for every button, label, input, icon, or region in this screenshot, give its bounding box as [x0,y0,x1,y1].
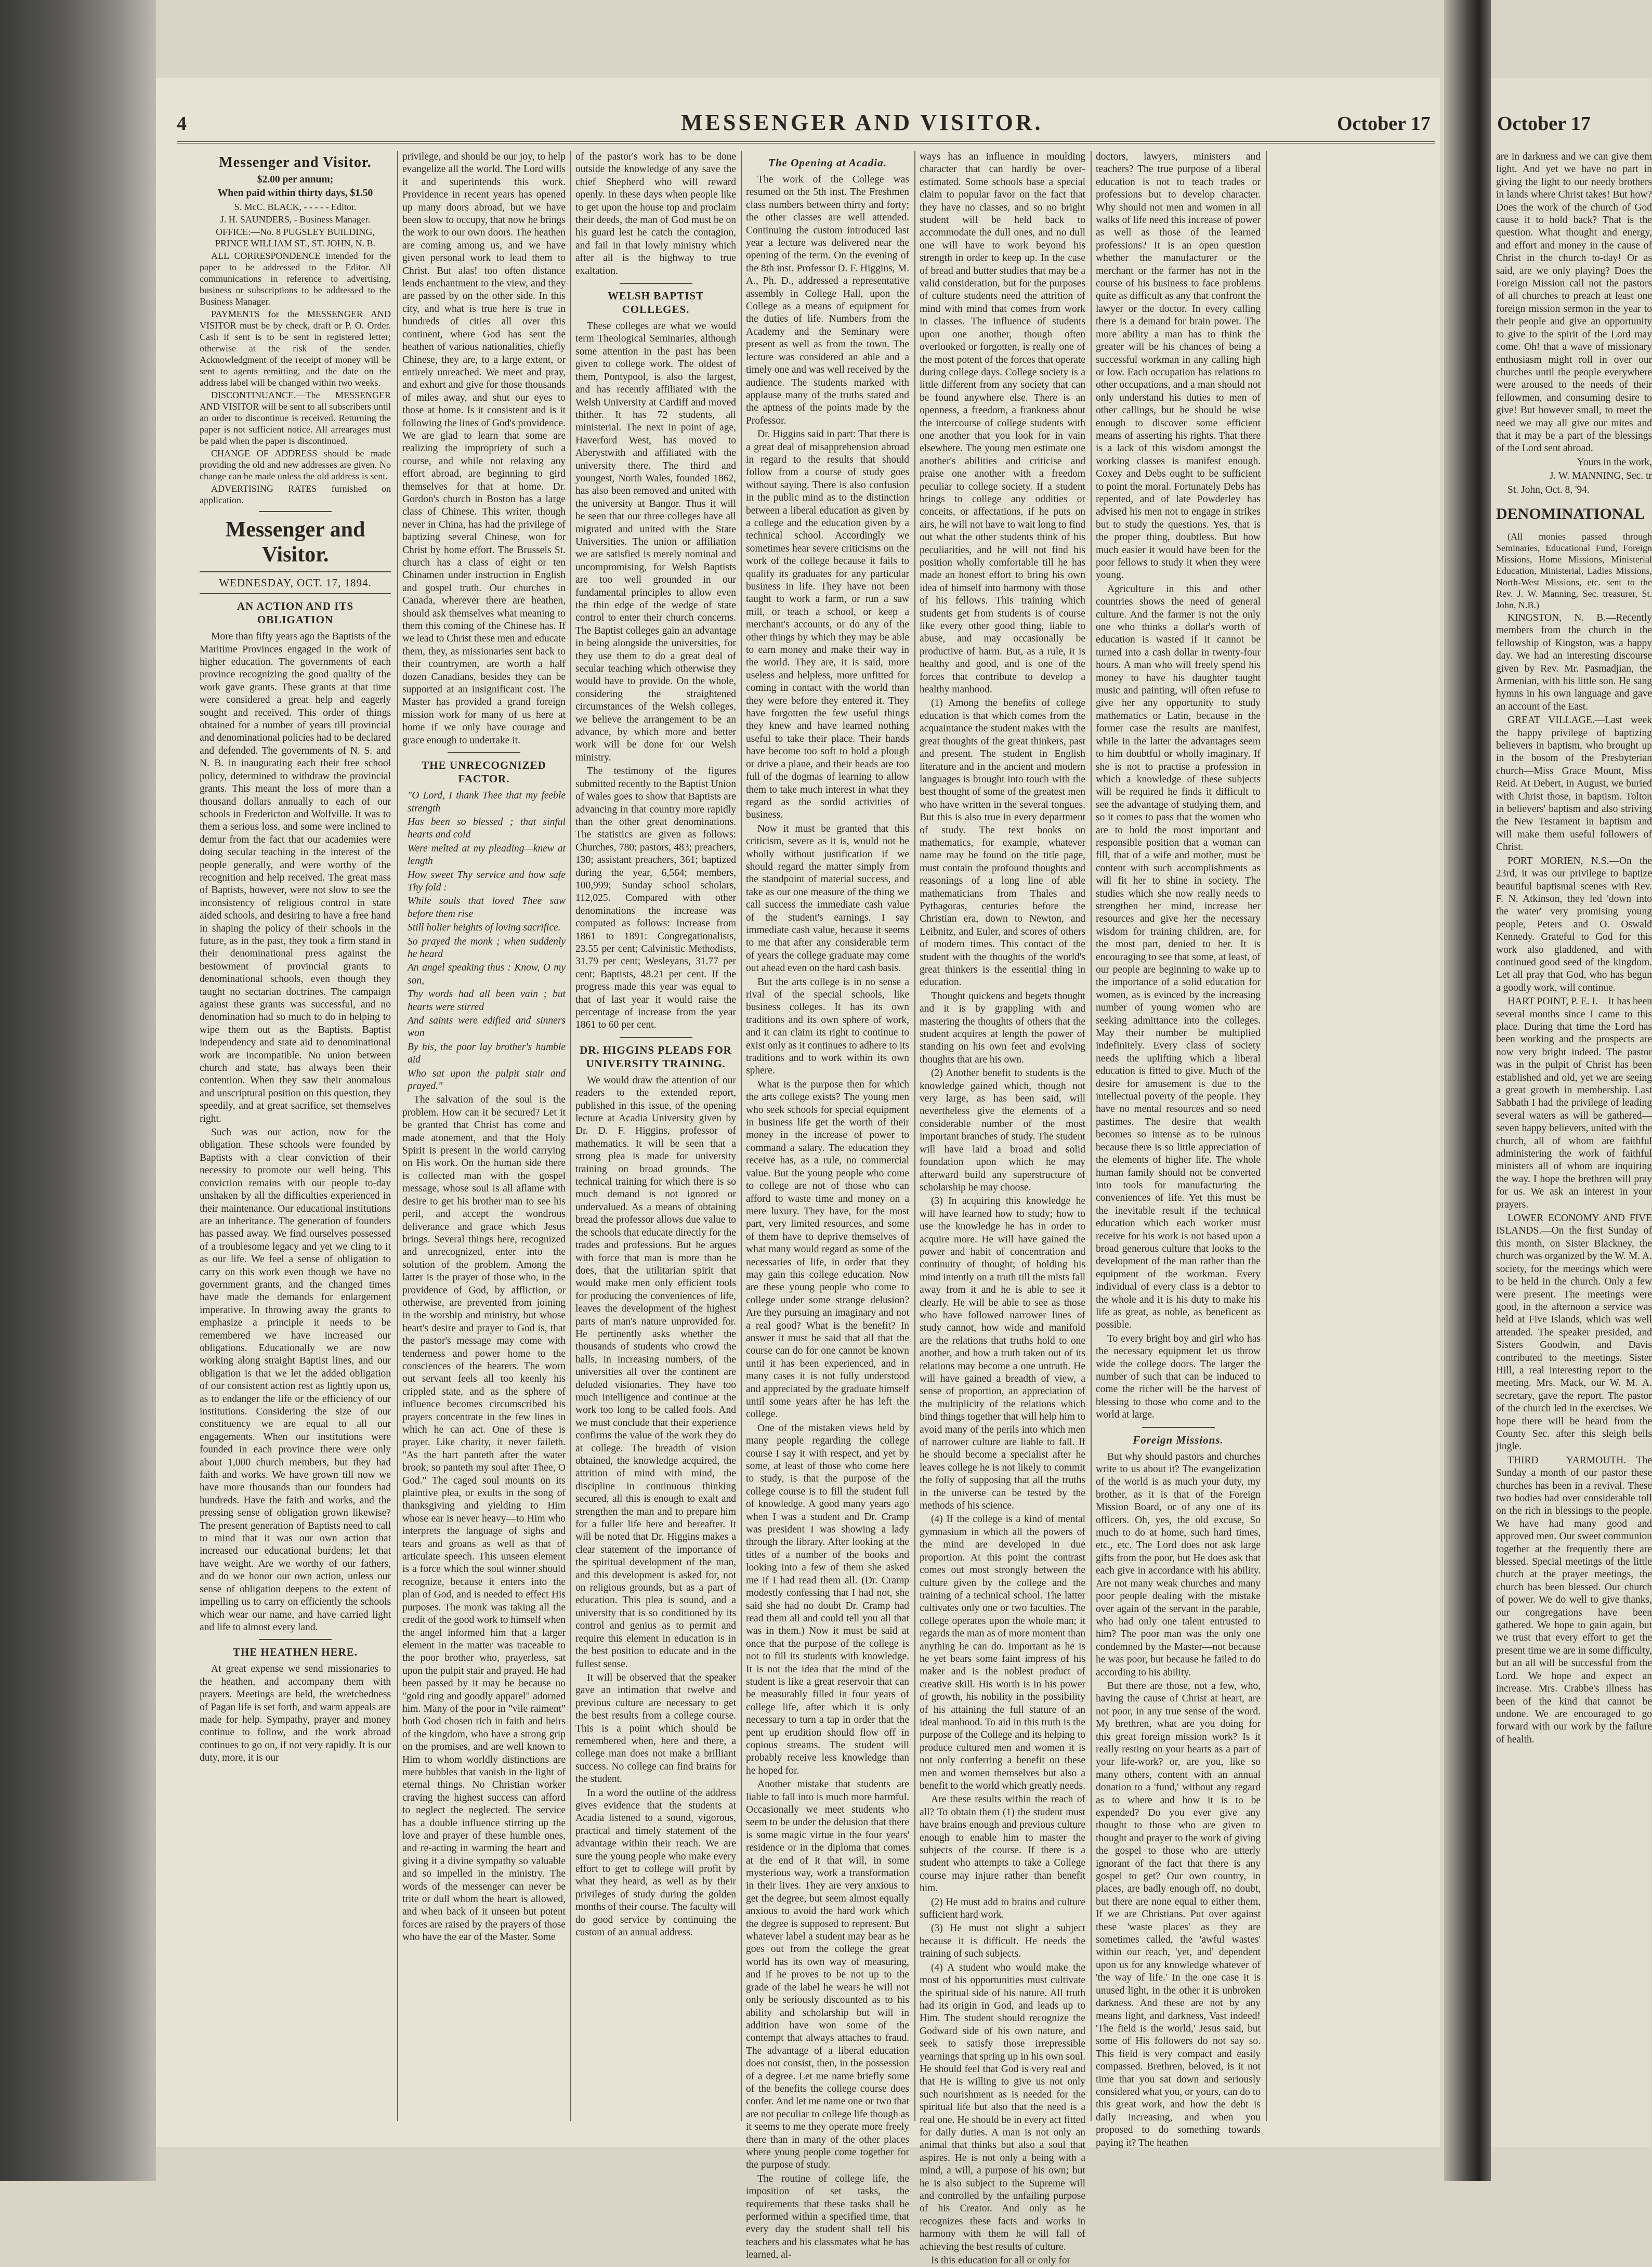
poem-line: "O Lord, I thank Thee that my feeble strength [408,790,566,814]
poem-line: Still holier heights of loving sacrifice. [408,922,561,934]
article-paragraph: HART POINT, P. E. I.—It has been several months since I came to this place. During that time the Lord has been working and the prospects are now very bright indeed. The pastor was in the pulpit of Christ has been established and old, yet we are seeing a great growth in membership. Last Sabbath I had the privilege of leading several waters as will be gathered—seven happy believers, united with the church, all of whom are faithful administering the work of faithful ministers all of whom are inquiring the way. I hope the brethren will pray for us. We ask an interest in your prayers. [1496,996,1652,1210]
article-paragraph: Another mistake that students are liable to fall into is much more harmful. Occasionally we meet students who seem to be under the delusion that there is some magic virtue in the four years' residence or in the diploma that comes at the end of it that will, in some mysterious way, work a transformation in their lives. They are very anxious to get the degree, but seem almost equally anxious to avoid the hard work which the degree is supposed to represent. But whatever label a student may bear as he goes out from the college the great world has its own way of measuring, and if he proves to be not up to the grade of the label he wears he will not only be seriously discounted as to his ability and scholarship but will in addition have won some of the contempt that always attaches to fraud. The advantage of a liberal education does not consist, then, in the possession of a degree. Let me name briefly some of the benefits the college course does confer. And let me name one or two that are not peculiar to college life though as it seems to me they operate more freely there than in many of the other places where young people come together for the purpose of study. [746,1779,909,2171]
article-title: Foreign Missions. [1133,1433,1224,1446]
article-paragraph: doctors, lawyers, ministers and teachers? The true purpose of a liberal education is not to teach trades or professions but to develop character. Why should not men and women in all walks of life need this increase of power as well as those of the learned professions? It is an open question whether the manufacturer or the merchant or the farmer has not in the course of his business to face problems quite as difficult as any that confront the lawyer or the doctor. In every calling there is a demand for brain power. The more ability a man has to think the greater will be his chances of being a successful workman in any calling high or low. Each occupation has relations to other occupations, and a man should not only understand his duties to men of other callings, but he should be wise enough to discover some efficient means of asserting his rights. That there is a lack of this wisdom amongst the working classes is manifest enough. Coxey and Debs ought to be sufficient to point the moral. Fortunately Debs has repented, and of late Powderley has advised his men not to engage in strikes but to study the questions. Yes, that is the proper thing, doubtless. But how much easier it would have been for the poor fellows to study it when they were young. [1096,151,1261,581]
book-gutter [1444,0,1491,2181]
article-paragraph: Now it must be granted that this criticism, severe as it is, would not be wholly without justification if we should regard the matter simply from the standpoint of material success, and take as our one measure of the thing we call success the immediate cash value of the student's earnings. I say immediate cash value, because it seems to me that after any considerable term of years the college graduate may come out ahead even on the hard cash basis. [746,823,909,974]
article-paragraph: (1) Among the benefits of college education is that which comes from the acquaintance the student makes with the great thoughts of the great thinkers, past and present. The student in English literature and in the ancient and modern languages is brought into touch with the best thought of some of the greatest men who have written in the several tongues. But this is also true in every department of study. The text books on mathematics, for example, whatever name may be found on the title page, must contain the profound thoughts and reasonings of a long line of able mathematicians from Thales and Pythagoras, centuries before the Christian era, down to Newton, and Leibnitz, and Euler, and scores of others of modern times. This contact of the student with the thoughts of the world's great thinkers is the essential thing in education. [920,698,1085,988]
poem [402,790,566,1093]
signature-line: Yours in the work, [1577,456,1652,468]
article-paragraph: (4) If the college is a kind of mental gymnasium in which all the powers of the mind are developed in due proportion. At this point the contrast comes out most strongly between the culture given by the college and the training of a technical school. The latter cultivates only one or two faculties. The college operates upon the whole man; it regards the man as of more moment than anything he can do. Important as he is he yet bears some faint impress of his maker and is the noblest product of creative skill. His worth is in his power of growth, his nobility in the possibility of his attaining the full stature of an ideal manhood. To aid in this truth is the purpose of the College and its helping to produce cultured men and women it is not only conferring a benefit on these men and women themselves but also a benefit to the world which greatly needs. [920,1514,1085,1791]
article-paragraph: Agriculture in this and other countries shows the need of general culture. And the farmer is not the only one who thinks a dollar's worth of education is wasted if it cannot be turned into a cash dollar in twenty-four hours. A man who will freely spend his money to have his daughter taught music and painting, will often refuse to give her any opportunity to study mathematics or Latin, because in the former case the results are manifest, while in the latter the advantages seem to him doubtful or wholly imaginary. If she is not to practise a profession in which a knowledge of these subjects will be required he finds it difficult to see the advantage of studying them, and so it comes to pass that the women who are to hold the most important and responsible position that a woman can fill, that of a wife and mother, must be content with such accomplishments as will fit her to shine in society. The studies which she now really needs to strengthen her mind, increase her resources and give her the necessary wisdom for training children, are, for the most part, denied to her. It is encouraging to see that some, at least, of our people are beginning to wake up to the importance of a solid education for women, as is evinced by the increasing number of young women who are seeking admittance into the colleges. May their number be multiplied indefinitely. Every class of society needs the uplifting which a liberal education is fitted to give. Much of the desire for amusement is due to the intellectual poverty of the people. They have no mental resources and so need pastimes. The desire that wealth becomes so intense as to be ruinous because there is so little appreciation of the elements of higher life. The whole human family should not be converted into tools for manufacturing the conveniences of life. Yet this must be the inevitable result if the technical education which each worker must receive for his work is not based upon a broad generous culture that looks to the development of the man rather than the equipment of the workman. Every individual of every class is a debtor to the whole and it is his duty to make his life as great, as noble, as beneficent as possible. [1096,583,1261,1331]
article-paragraph: The salvation of the soul is the problem. How can it be secured? Let it be granted that Christ has come and made atonement, and that the Holy Spirit is present in the world carrying on His work. On the human side there is collected man with the gospel message, whose soul is all aflame with desire to get his brother man to see his peril, and accept the wondrous deliverance and grace which Jesus brings. Several things here, recognized and unrecognized, enter into the solution of the problem. Among the latter is the prayer of those who, in the providence of God, by affliction, or otherwise, are prevented from joining in the worship and ministry, but whose heart's desire and prayer to God is, that the pastor's message may come with tenderness and power home to the consciences of the hearers. The worn out servant feels all too keenly his crippled state, and as the sphere of influence becomes circumscribed his prayers concentrate in the few lines in which he can act. One of these is prayer. Like charity, it never faileth. "As the hart panteth after the water brook, so panteth my soul after Thee, O God." The caged soul mounts on its plaintive plea, or exults in the song of thanksgiving and yielding to Him whose ear is never heavy—to Him who interprets the language of sighs and tears and groans as well as that of articulate speech. This unseen element is a force which the soul winner should recognize, because it enters into the plan of God, and is needed to effect His purposes. The monk was taking all the credit of the good work to himself when the angel informed him that a larger element in the matter was traceable to the poor brother who, prayerless, sat upon the pulpit stair and prayed. He had been passed by it may be because no "gold ring and goodly apparel" adorned him. Many of the poor in "vile raiment" both God chosen rich in faith and heirs of the kingdom, who have a strong grip on the promises, and are well known to Him to whom worldly distinctions are mere bubbles that vanish in the light of eternal things. No Christian worker craving the highest success can afford to neglect the neglected. The service has a double influence stirring up the love and prayer of these humble ones, and re-acting in warming the heart and giving it a divine sympathy so valuable and so impelled in the ministry. The words of the messenger can never be trite or dull whom the heart is allowed, and when back of it unseen but potent forces are raised by the prayers of those who have the ear of the Master. Some [402,1094,566,1943]
article-paragraph: We would draw the attention of our readers to the extended report, published in this issue, of the opening lecture at Acadia University given by Dr. D. F. Higgins, professor of mathematics. It will be seen that a strong plea is made for university training on broad grounds. The technical training for which there is so much demand is not ignored or undervalued. As a means of obtaining bread the professor allows due value to the schools that educate directly for the trades and professions. But he argues with force that man is more than he does, that the utilitarian spirit that would make men only efficient tools for producing the conveniences of life, leaves the development of the highest parts of man's nature unprovided for. He pertinently asks whether the thousands of students who crowd the halls, in increasing numbers, of the universities all over the continent are deluded visionaries. They have too much intelligence and continue at the work too long to be called fools. And we must conclude that their experience confirms the value of the work they do at college. The breadth of vision obtained, the knowledge acquired, the attrition of mind with mind, the discipline in continuous thinking secured, all this is enough to exalt and strengthen the man and to prepare him for a fuller life here and hereafter. It will be noted that Dr. Higgins makes a clear statement of the importance of the spiritual development of the man, and this development is asked for, not on religious grounds, but as a part of education. This plea is sound, and a university that is so conditioned by its control and genius as to permit and require this element in education is in the best position to educate and in the fullest sense. [575,1074,736,1670]
poem-line: Were melted at my pleading—knew at length [408,843,566,867]
article-paragraph: At great expense we send missionaries to the heathen, and accompany them with prayers. Meetings are held, the wretchedness of Pagan life is set forth, and warm appeals are made for help. Sympathy, prayer and money continue to follow, and the work abroad continues to go on, if not very rapidly. It is our duty, more, it is our [200,1663,391,1764]
article-paragraph: Thought quickens and begets thought and it is by grappling with and mastering the thoughts of others that the student acquires at length the power of standing on his own feet and evolving thoughts that are his own. [920,990,1085,1065]
column-rule [741,151,742,2121]
office-address: OFFICE:—No. 8 PUGSLEY BUILDING, PRINCE WILLIAM ST., ST. JOHN, N. B. [215,226,375,248]
article-paragraph: (3) In acquiring this knowledge he will have learned how to study; how to use the knowledge he has in order to acquire more. He will have gained the power and habit of concentration and continuity of thought; of holding his mind intently on a truth till the mists fall away from it and he is able to see it clearly. He will be able to see as those who have followed narrower lines of study cannot, how wide and manifold are the relations that truths hold to one another, and how a truth taken out of its relations may become a one untruth. He will have gained a breadth of view, a sense of proportion, an appreciation of the multiplicity of the relations which bind things together that will help him to avoid many of the perils into which men of narrower culture are liable to fall. If he should become a specialist after he leaves college he is not likely to commit the folly of supposing that all the truths in the universe can be tested by the methods of his science. [920,1196,1086,1512]
article-paragraph: (2) Another benefit to students is the knowledge gained which, though not very large, as has been said, will nevertheless give the elements of a considerable number of the most important branches of study. The student will have laid a broad and solid foundation upon which he may afterward build any superstructure of scholarship he may choose. [920,1068,1085,1193]
notice-address: CHANGE OF ADDRESS should be made providing the old and new addresses are given. No change can be made unless the old address is sent. [200,448,391,481]
article-paragraph: In a word the outline of the address gives evidence that the students at Acadia listened to a sound, vigorous, practical and timely statement of the advantage within their reach. We are sure the young people who make every effort to get to college will profit by what they heard, as well as by their privileges of study during the golden months of their course. The faculty will do good service by continuing the custom of an annual address. [575,1787,736,1938]
column-3 [575,151,736,2126]
article-paragraph: But why should pastors and churches write to us about it? The evangelization of the world is as much your duty, my brother, as it is that of the Foreign Mission Board, or of any one of its officers. Oh, yes, the old excuse, So much to do at home, such hard times, etc., etc. The Lord does not ask large gifts from the poor, but He does ask that each give in accordance with his ability. Are not many weak churches and many poor people dealing with the mistake over again of the servant in the parable, who had only one talent entrusted to him? The poor man was the only one condemned by the Master—not because he was poor, but because he failed to do according to his ability. [1096,1451,1261,1678]
next-page-date: October 17 [1497,113,1591,135]
separator [620,1037,692,1038]
article-paragraph: It will be observed that the speaker gave an intimation that twelve and previous culture are necessary to get the best results from a college course. This is a point which should be remembered when, here and there, a college man does not make a brilliant success. No college can find brains for the student. [575,1672,736,1785]
article-title: DENOMINATIONAL [1496,505,1645,522]
poem-line: Has been so blessed ; that sinful hearts and cold [408,816,566,841]
article-paragraph: More than fifty years ago the Baptists of the Maritime Provinces engaged in the work of higher education. The governments of each province recognizing the good quality of the work gave grants. These grants at that time were considered a great help and eagerly sought and received. This order of things obtained for a number of years till provincial and denominational policies had to be declared and defended. The governments of N. S. and N. B. in inaugurating each their free school policy, determined to withdraw the provincial grants. This meant the loss of more than a thousand dollars annually to each of our schools in Fredericton and Wolfville. It was to them a serious loss, and some were inclined to demur from the fact that our academies were doing secular teaching in the interest of the people generally, and were worthy of the recognition and help received. The great mass of Baptists, however, were not slow to see the inconsistency of religious control in state aided schools, and desiring to have a free hand in shaping the policy of their schools in the future, as in the past, they took a firm stand in their denominational press against the bestowment of provincial grants to denominational schools, even though they taught no sectarian doctrines. The campaign against these grants was successful, and no denomination had so much to do in helping to wipe them out as the Baptists. Baptist independency and state aid to denominational work are incompatible. No union between church and state, has always been their contention. When they saw their anomalous and unscriptural position on this question, they speedily, and at great sacrifice, set themselves right. [200,631,391,1124]
column-4 [746,151,909,2261]
scan-edge [0,0,156,2181]
column-rule [570,151,571,2121]
article-paragraph: Dr. Higgins said in part: That there is a great deal of misapprehension abroad in regard to the results that should follow from a course of study goes without saying. There is also confusion in the public mind as to the distinction between a liberal education as given by a college and the education given by a technical school. Accordingly we sometimes hear severe criticisms on the work of the college because it fails to qualify its graduates for any particular business in life. They have not been taught to work a farm, or run a saw mill, or teach a school, or keep a merchant's accounts, or do any of the other things by which they may be able to earn money and make their way in the world. They are, it is said, more useless and helpless, more unfitted for coming in contact with the world than they were before they entered it. They have forgotten the few useful things they knew and have learned nothing useful to take their place. Their hands have become too soft to hold a plough or drive a plane, and their heads are too full of the dogmas of learning to allow them to take much interest in what they regard as the sordid activities of business. [746,429,909,821]
article-paragraph: THIRD YARMOUTH.—The Sunday a month of our pastor these churches has been in a revival. These two bodies had over considerable toll on the rich in blessings to the people. We have had many good and approved men. Our sweet communion together at the frequently there are blessed. Special meetings of the little church at the prayer meetings, the church has been blessed. Our church of power. We do well to give thanks, our congregations have been gathered. We hope to gain again, but we trust that every effort to get the present time we are in some difficulty, but an all will be successful from the Lord. We hope and expect an increase. Mrs. Crabbe's illness has been of the kind that cannot be undone. We are encouraged to go forward with our work by the failure of health. [1496,1454,1652,1745]
issue-date: October 17 [1337,113,1431,135]
column-2 [402,151,566,2126]
article-paragraph: LOWER ECONOMY AND FIVE ISLANDS.—On the first Sunday of this month, on Sister Blackney, the church was organized by the W. M. A. society, for the meetings which were to be held in the church. Only a few were present. The meetings were good, in the afternoon a service was held at Five Islands, which was well attended. The speaker presided, and Sisters Goodwin, and Davis contributed to the meetings. Sister Hill, a real interesting report to the meeting. Mrs. Mack, our W. M. A. secretary, gave the report. The pastor of the church led in the exercises. We hope there will be heard from the County Sec. after this sleigh bells jingle. [1496,1213,1652,1452]
editor-line: S. McC. BLACK, - - - - - Editor. [234,201,357,212]
separator [259,511,332,512]
column-rule [1091,151,1092,2121]
manager-line: J. H. SAUNDERS, - Business Manager. [220,214,371,225]
article-title: THE UNRECOGNIZED FACTOR. [422,759,546,785]
article-paragraph: The testimony of the figures submitted recently to the Baptist Union of Wales goes to show that Baptists are advancing in that country more rapidly than the other great denominations. The statistics are given as follows: Churches, 780; pastors, 483; preachers, 130; assistant preachers, 361; baptized during the year, 6,564; members, 100,999; Sunday school scholars, 112,025. Compared with other denominations the increase was computed as follows: Increase from 1861 to 1891: Congregationalists, 23.55 per cent; Calvinistic Methodists, 31.79 per cent; Wesleyans, 31.77 per cent; Baptists, 48.21 per cent. If the progress made this year was equal to that of last year it would raise the percentage of increase from the year 1861 to 60 per cent. [575,766,736,1031]
article-paragraph: ways has an influence in moulding character that can hardly be over-estimated. Some schools base a special claim to popular favor on the fact that they have no classes, and so no bright student will be held back to accommodate the dull ones, and no dull one will have to work beyond his strength in order to keep up. In the case of bread and butter studies that may be a valid consideration, but for the purposes of culture students need the attrition of mind with mind that comes from work in classes. The influence of students upon one another, though often overlooked or forgotten, is really one of the most potent of the forces that operate during college days. College society is a little different from any society that can be found anywhere else. There is an openness, a freedom, a frankness about the intercourse of college students with one another that you look for in vain elsewhere. The young men estimate one another's abilities and criticise and praise one another with a freedom peculiar to college society. If a student brings to college any oddities or conceits, or affectations, if he puts on airs, he will not have to wait long to find out what the other students think of his peculiarities, and he will not find his position wholly comfortable till he has made an honest effort to bring his own idea of himself into harmony with those of his fellows. This training which students get from students is of course like every other good thing, liable to abuse, and may occasionally be productive of harm. But, as a rule, it is healthy and good, and is one of the forces that contribute to develop a healthy manhood. [920,151,1085,696]
article-paragraph: Are these results within the reach of all? To obtain them (1) the student must have brains enough and previous culture enough to enable him to master the subjects of the course. If there is a student who attempts to take a College course may injure rather than benefit him. [920,1794,1085,1894]
separator [620,283,692,284]
column-6 [1096,151,1261,2148]
notice-correspondence: ALL CORRESPONDENCE intended for the paper to be addressed to the Editor. All communications in reference to advertising, business or subscriptions to be addressed to the Business Manager. [200,250,391,307]
signature-line: St. John, Oct. 8, '94. [1507,484,1590,495]
article-paragraph: What is the purpose then for which the arts college exists? The young men who seek schools for special equipment in business life get the worth of their money in the increase of power to command a salary. The education they receive has, as a rule, no commercial value. But the young people who come to college are not of those who can afford to waste time and money on a mere luxury. They have, for the most part, very limited resources, and some of them have to deprive themselves of what many would regard as some of the necessaries of life, in order that they may gain this college education. Now are these young people who come to college under some strange delusion? Are they pursuing an imaginary and not a real good? What is the benefit? In answer it must be said that all that the course can do for one cannot be known until it has been experienced, and in many cases it is not fully understood and appreciated by the graduate himself until some years after he has left the college. [746,1079,909,1420]
poem-line: Who sat upon the pulpit stair and prayed." [408,1068,566,1092]
article-paragraph: Is this education for all or only for [931,2255,1071,2266]
masthead-large: Messenger and Visitor. [225,517,365,567]
article-paragraph: KINGSTON, N. B.—Recently members from the church in the fellowship of Kingston, was a happy day. We had an interesting discourse given by Rev. Mr. Pasmadjian, the Armenian, with his little son. He sang hymns in his own language and gave an account of the East. [1496,612,1652,712]
poem-line: By his, the poor lay brother's humble aid [408,1041,566,1066]
article-paragraph: These colleges are what we would term Theological Seminaries, although some attention in the past has been given to college work. The oldest of them, Pontypool, is also the largest, and has recently affiliated with the Welsh University at Cardiff and moved thither. It has 72 students, all ministerial. The next in point of age, Haverford West, has moved to Aberystwith and affiliated with the university there. The third and youngest, North Wales, founded 1862, has also been removed and united with the university at Bangor. Thus it will be seen that our three colleges have all migrated and united with the State Universities. The union or affiliation we are satisfied is merely nominal and uncompromising, for Welsh Baptists are too well grounded in our fundamental principles to allow even the thin edge of the wedge of state control to enter their church concerns. The Baptist colleges gain an advantage in being alongside the universities, for they use them to do a great deal of secular teaching which otherwise they would have to provide. On the whole, considering the straightened circumstances of the Welsh colleges, we believe the arrangement to be an advance, by which more and better work will be done for our Welsh ministry. [575,321,736,763]
price: $2.00 per annum; [257,174,334,185]
poem-line: An angel speaking thus : Know, O my son, [408,962,566,986]
notice-discontinuance: DISCONTINUANCE.—The MESSENGER AND VISITOR will be sent to all subscribers until an order to discontinue is received. Returning the paper is not sufficient notice. All arrearages must be paid when the paper is discontinued. [200,389,391,446]
notice-advertising: ADVERTISING RATES furnished on application. [200,483,391,505]
column-5 [920,151,1086,2266]
article-paragraph: But there are those, not a few, who, having the cause of Christ at heart, are not poor, in any true sense of the word. My brethren, what are you doing for this great foreign mission work? Is it really resting on your hearts as a part of your life-work? or, are you, like so many others, content with an annual donation to a 'fund,' without any regard as to where and how it is to be expended? Do you ever give any thought to those who are given to thought and prayer to the work of giving the gospel to those who are utterly ignorant of the fact that there is any gospel to get? Our own country, in places, are badly enough off, no doubt, but there are none equal to either them, If we are Christians. Put over against these 'waste places' as they are sometimes called, the 'awful wastes' within our reach, 'yet, and' dependent upon us for any knowledge whatever of 'the way of life.' In the one case it is unused light, in the other it is unbroken darkness. And these are not by any means light, and darkness, Vast indeed! 'The field is the world,' Jesus said, but some of His followers do not say so. This field is very compact and easily compassed. Brethren, beloved, is it not time that you sat down and seriously considered what you, or yours, can do to this great work, and how the debt is daily increasing, and when you proposed to do something towards paying it? The heathen [1096,1680,1261,2148]
article-title: THE HEATHEN HERE. [232,1646,358,1659]
poem-line: So prayed the monk ; when suddenly he heard [408,936,566,960]
poem-line: Thy words had all been vain ; but hearts were stirred [408,989,566,1013]
article-paragraph: PORT MORIEN, N.S.—On the 23rd, it was our privilege to baptize beautiful baptismal scenes with Rev. F. N. Atkinson, they led 'down into the water' very promising young people, Peters and O. Oswald Kennedy. Grateful to God for this work also gladdened, and with continued good seed of the kingdom. Let all pray that God, who has begun a goodly work, will continue. [1496,855,1652,993]
article-paragraph: (2) He must add to brains and culture sufficient hard work. [920,1896,1085,1921]
column-1 [200,151,391,2126]
column-rule [914,151,915,2121]
article-paragraph: To every bright boy and girl who has the necessary equipment let us throw wide the college doors. The larger the number of such that can be induced to come the richer will be the harvest of blessing to those who come and to the world at large. [1096,1333,1261,1421]
dateline: WEDNESDAY, OCT. 17, 1894. [200,571,391,594]
terms: When paid within thirty days, $1.50 [217,188,373,199]
article-paragraph: The work of the College was resumed on the 5th inst. The Freshmen class numbers between thirty and forty; the other classes are well attended. Continuing the custom introduced last year a lecture was delivered near the opening of the term. On the evening of the 8th inst. Professor D. F. Higgins, M. A., Ph. D., addressed a representative assembly in College Hall, upon the College as a means of equipment for the duties of life. Numbers from the Academy and the Seminary were present as well as from the town. The lecture was considered an able and a timely one and was well received by the audience. The students marked with applause many of the truths stated and the aptness of the points made by the Professor. [746,174,909,426]
article-paragraph: (3) He must not slight a subject because it is difficult. He needs the training of such subjects. [920,1923,1085,1960]
separator [1142,1427,1215,1428]
page-number: 4 [177,113,187,135]
article-paragraph: privilege, and should be our joy, to help evangelize all the world. The Lord wills it and superintends this work. Providence in recent years has opened up many doors abroad, but we have been slow to occupy, that now he brings the work to our own doors. The heathen are coming among us, and we have given personal work to lead them to Christ. But alas! too often distance lends enchantment to the view, and they are passed by on the other side. In this city, and what is true here is true in hundreds of cities all over this continent, where God has sent the heathen of various nationalities, chiefly Chinese, they are, to a large extent, or entirely unreached. We meet and pray, and exhort and give for those thousands of miles away, and shut our eyes to those at home. Is it consistent and is it following the lines of God's providence. We are glad to learn that some are realizing the impropriety of such a course, and while not relaxing any effort abroad, are beginning to gird themselves for that at home. Dr. Gordon's church in Boston has a large class of Chinese. This writer, though never in China, has had the privilege of baptizing several Chinese, won for Christ by home effort. The Brussels St. church has a class of eight or ten Chinamen under instruction in English and gospel truth. Our churches in Canada, wherever there are heathen, should ask themselves what meaning to them this coming of the Chinese has. If we lead to Christ these men and educate them, they, as missionaries sent back to their countrymen, are worth a half dozen Canadians, besides they can be supported at an insignificant cost. The Master has provided a grand foreign mission work for many of us here at home if we only have courage and grace enough to undertake it. [402,151,566,746]
article-paragraph: are in darkness and we can give them light. And yet we have no part in giving the light to our needy brothers in lands where Christ takes! But how? Does the work of the church of God cause it to hold back? That is the question. What thought and energy, and effort and money in the cause of Christ in the church to-day! Or as said, are we only playing? Does the Foreign Mission call not the pastors of all churches to preach at least one foreign mission sermon in the year to their people and give an opportunity to give to the spirit of the Lord may come. Oh! that a wave of missionary enthusiasm might roll in over our churches until the people everywhere were aroused to the needs of their fellowmen, and consuming desire to give! But however small, to meet the need we may all give our mites and that it may be a part of the blessings of the Lord sent abroad. [1496,151,1652,454]
article-title: WELSH BAPTIST COLLEGES. [607,290,704,316]
column-rule [397,151,398,2121]
article-paragraph: Such was our action, now for the obligation. These schools were founded by Baptists with a clear conviction of their necessity to promote our well being. This conviction remains with our people to-day unshaken by all the difficulties experienced in their maintenance. Our educational institutions are an inheritance. The generation of founders has passed away. We find ourselves possessed of a troublesome legacy and yet we cling to it as our life. We feel a sense of obligation to carry on this work even though we have no government grants, and the changed times have made the demands for enlargement imperative. In throwing away the grants to emphasize a principle it needs to be remembered we have increased our obligations. Educationally we are now working along straight Baptist lines, and our obligation is that we let the added obligation of our consistent action rest as lightly upon us, as to endanger the life or the efficiency of our institutions. Considering the size of our constituency we are equal to all our engagements. When our institutions were founded in each province there were only about 1,000 church members, but they had faith and works. We have grown till now we have more thousands than our founders had hundreds. Have the faith and works, and the pressing sense of obligation grown likewise? The present generation of Baptists need to call to mind that it was our own action that increased our educational burdens; let that have weight. Are we worthy of our fathers, and do we honor our own action, unless our sense of obligation deepens to the extent of impelling us to carry on efficiently the schools which wear our name, and have carried light and life to almost every land. [200,1127,391,1633]
signature-line: J. W. MANNING, Sec. tr [1549,470,1652,482]
article-title: AN ACTION AND ITS OBLIGATION [237,600,354,626]
article-paragraph: of the pastor's work has to be done outside the knowledge of any save the chief Shepherd who will reward openly. In these days when people like to get upon the house top and proclaim their deeds, the man of God must be on his guard lest he catch the contagion, and fail in that lowly ministry which after all is the highway to true exaltation. [575,151,736,277]
separator [259,1639,332,1640]
masthead: MESSENGER AND VISITOR. [681,110,1043,135]
article-paragraph: GREAT VILLAGE.—Last week the happy privilege of baptizing believers in baptism, who brought up in the bosom of the Presbyterian church—Miss Grace Mount, Miss Reid. At Debert, in August, we buried with Christ those, in baptism. Tolton in believers' baptism and also striving the New Testament in baptism and will make them useful followers of Christ. [1496,715,1652,853]
column-7 [1496,151,1652,2126]
separator [448,752,520,753]
poem-line: And saints were edified and sinners won [408,1015,566,1039]
poem-line: How sweet Thy service and how safe Thy fold : [408,869,566,893]
masthead-small: Messenger and Visitor. [219,154,372,171]
article-note: (All monies passed through Seminaries, Educational Fund, Foreign Missions, Home Missions, Ministerial Education, Ministerial, Ladies Missions, North-West Missions, etc. sent to the Rev. J. W. Manning, Sec. treasurer, St. John, N.B.) [1496,531,1652,610]
article-paragraph: But the arts college is in no sense a rival of the special schools, like business colleges. It has its own traditions and its own sphere of work, and it can claim its right to continue to exist only as it continues to adhere to its traditions and to work within its own sphere. [746,976,909,1077]
article-paragraph: The routine of college life, the imposition of set tasks, the requirements that these tasks shall be performed within a specified time, that every day the student shall tell his teachers and his classmates what he has learned, al- [746,2173,909,2261]
column-rule [1266,151,1267,2121]
article-title: The Opening at Acadia. [768,156,887,169]
notice-payments: PAYMENTS for the MESSENGER AND VISITOR must be by check, draft or P. O. Order. Cash if sent is to be sent in registered letter; otherwise at the risk of the sender. Acknowledgment of the receipt of money will be sent to agents remitting, and the date on the address label will be changed within two weeks. [200,308,391,388]
article-paragraph: One of the mistaken views held by many people regarding the college course I say it with respect, and yet by some, at least of those who come here to study, is that the purpose of the college course is to fill the student full of knowledge. A good many years ago when I was a student and Dr. Cramp was president I was showing a lady through the library. After looking at the titles of a number of the books and looking into a few of them she asked me if I had read them all. (Dr. Cramp modestly confessing that I had not, she said she had no doubt Dr. Cramp had read them all and could tell you all that was in them.) Now it must be said at once that the purpose of the college is not to fill its students with knowledge. It is not the idea that the mind of the student is like a great reservoir that can be measurably filled in four years of college life, after which it is only necessary to turn a tap in order that the pent up erudition should flow off in copious streams. The student will probably receive less knowledge than he hoped for. [746,1422,909,1776]
header-rule [177,141,1435,143]
poem-line: While souls that loved Thee saw before them rise [408,896,566,920]
article-paragraph: (4) A student who would make the most of his opportunities must cultivate the spiritual side of his nature. All truth had its origin in God, and leads up to Him. The student should recognize the Godward side of his own nature, and seek to satisfy those irrepressible yearnings that spring up in his own soul. He should feel that God is very real and that He is willing to give us not only such nourishment as is needed for the spiritual life but also that the need is a real one. He should be in every act fitted for daily duties. A man is not only an animal that thinks but also a soul that aspires. He is not only a being with a mind, a will, a purpose of his own; but he is also subject to the Supreme will and controlled by the unfailing purpose of his Creator. And only as he recognizes these facts and works in harmony with them he will fall of achieving the best results of culture. [920,1962,1085,2252]
article-title: DR. HIGGINS PLEADS FOR UNIVERSITY TRAINING. [580,1043,732,1070]
